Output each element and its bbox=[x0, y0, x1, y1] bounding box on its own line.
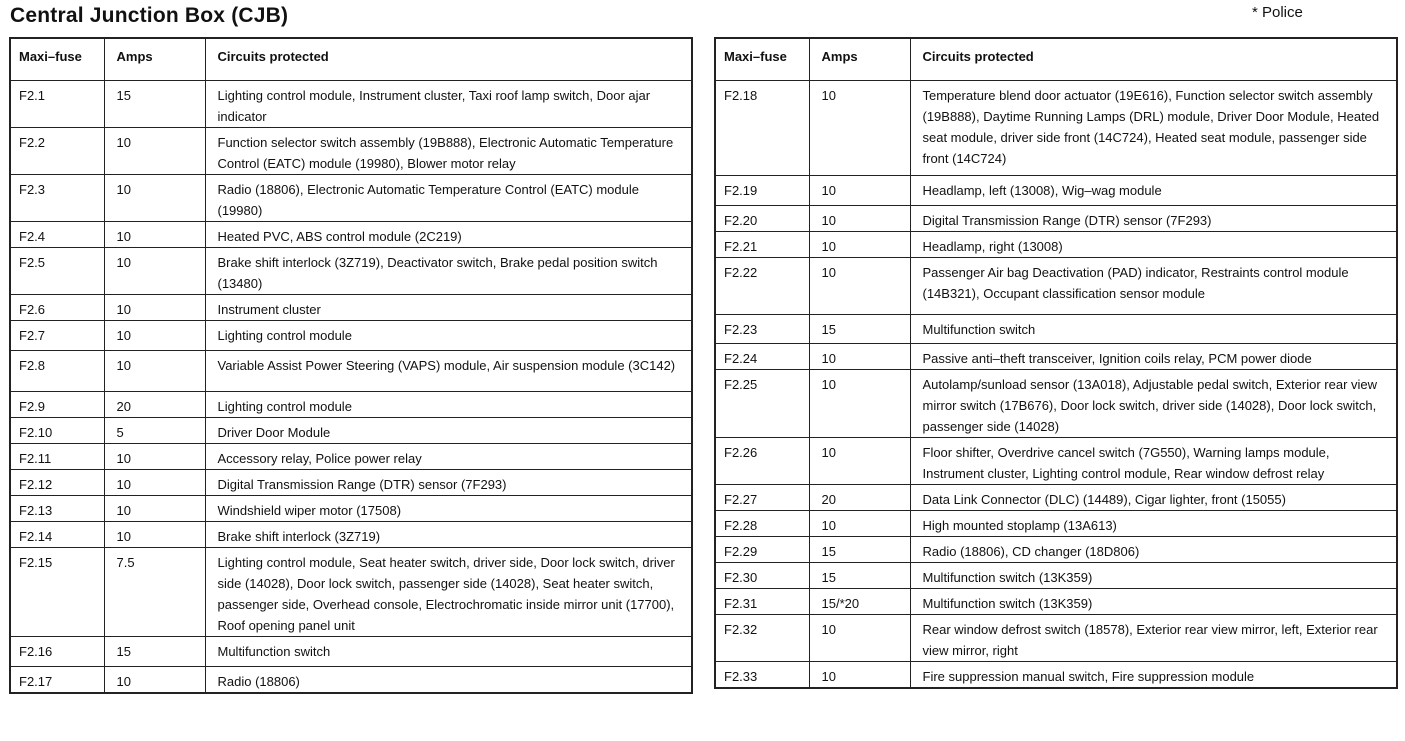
circuits-cell: Driver Door Module bbox=[205, 417, 692, 443]
table-row bbox=[10, 495, 692, 521]
amps-cell: 15 bbox=[809, 536, 910, 562]
circuits-cell: Lighting control module, Instrument cluster, Taxi roof lamp switch, Door ajar indicator bbox=[205, 80, 692, 127]
circuits-cell: Brake shift interlock (3Z719) bbox=[205, 521, 692, 547]
amps-cell: 10 bbox=[104, 294, 205, 320]
fuse-cell: F2.1 bbox=[10, 80, 104, 127]
fuse-cell: F2.11 bbox=[10, 443, 104, 469]
amps-cell: 10 bbox=[809, 614, 910, 661]
table-row bbox=[10, 247, 692, 294]
fuse-table-right bbox=[714, 37, 1398, 689]
circuits-cell: Lighting control module bbox=[205, 320, 692, 350]
circuits-cell: Autolamp/sunload sensor (13A018), Adjustable pedal switch, Exterior rear view mirror switch (17B676), Door lock switch, driver side (14028), Door lock switch, passenger side (14028) bbox=[910, 369, 1397, 437]
fuse-cell: F2.33 bbox=[715, 661, 809, 688]
table-row bbox=[10, 391, 692, 417]
fuse-cell: F2.9 bbox=[10, 391, 104, 417]
amps-cell: 10 bbox=[104, 127, 205, 174]
circuits-cell: Headlamp, left (13008), Wig–wag module bbox=[910, 175, 1397, 205]
circuits-cell: Data Link Connector (DLC) (14489), Cigar lighter, front (15055) bbox=[910, 484, 1397, 510]
table-row bbox=[10, 443, 692, 469]
fuse-cell: F2.7 bbox=[10, 320, 104, 350]
table-row bbox=[715, 80, 1397, 175]
amps-cell: 10 bbox=[809, 205, 910, 231]
amps-cell: 10 bbox=[104, 320, 205, 350]
table-row bbox=[715, 510, 1397, 536]
table-row bbox=[715, 231, 1397, 257]
circuits-cell: Radio (18806), CD changer (18D806) bbox=[910, 536, 1397, 562]
fuse-cell: F2.16 bbox=[10, 636, 104, 666]
amps-cell: 20 bbox=[809, 484, 910, 510]
table-row bbox=[715, 661, 1397, 688]
circuits-cell: Accessory relay, Police power relay bbox=[205, 443, 692, 469]
table-row bbox=[715, 614, 1397, 661]
fuse-table-left-body bbox=[10, 80, 692, 693]
amps-cell: 10 bbox=[809, 80, 910, 175]
table-row bbox=[715, 343, 1397, 369]
table-row bbox=[715, 588, 1397, 614]
table-row bbox=[715, 437, 1397, 484]
fuse-cell: F2.21 bbox=[715, 231, 809, 257]
table-row bbox=[10, 294, 692, 320]
header-fuse: Maxi–fuse bbox=[10, 38, 104, 80]
table-row bbox=[715, 562, 1397, 588]
fuse-cell: F2.10 bbox=[10, 417, 104, 443]
table-row bbox=[10, 127, 692, 174]
amps-cell: 10 bbox=[104, 666, 205, 693]
fuse-cell: F2.14 bbox=[10, 521, 104, 547]
table-row bbox=[10, 320, 692, 350]
fuse-cell: F2.5 bbox=[10, 247, 104, 294]
circuits-cell: Radio (18806), Electronic Automatic Temperature Control (EATC) module (19980) bbox=[205, 174, 692, 221]
amps-cell: 10 bbox=[104, 221, 205, 247]
table-row bbox=[10, 521, 692, 547]
police-footnote: * Police bbox=[1252, 4, 1303, 21]
fuse-cell: F2.6 bbox=[10, 294, 104, 320]
header-amps: Amps bbox=[104, 38, 205, 80]
amps-cell: 10 bbox=[104, 443, 205, 469]
circuits-cell: High mounted stoplamp (13A613) bbox=[910, 510, 1397, 536]
fuse-cell: F2.8 bbox=[10, 350, 104, 391]
fuse-cell: F2.26 bbox=[715, 437, 809, 484]
circuits-cell: Variable Assist Power Steering (VAPS) module, Air suspension module (3C142) bbox=[205, 350, 692, 391]
fuse-cell: F2.2 bbox=[10, 127, 104, 174]
table-row bbox=[715, 536, 1397, 562]
circuits-cell: Function selector switch assembly (19B888), Electronic Automatic Temperature Control (EATC) module (19980), Blower motor relay bbox=[205, 127, 692, 174]
circuits-cell: Passenger Air bag Deactivation (PAD) indicator, Restraints control module (14B321), Occupant classification sensor module bbox=[910, 257, 1397, 314]
circuits-cell: Passive anti–theft transceiver, Ignition coils relay, PCM power diode bbox=[910, 343, 1397, 369]
amps-cell: 10 bbox=[104, 495, 205, 521]
table-row bbox=[715, 205, 1397, 231]
amps-cell: 10 bbox=[809, 661, 910, 688]
table-row bbox=[715, 314, 1397, 343]
fuse-cell: F2.31 bbox=[715, 588, 809, 614]
amps-cell: 7.5 bbox=[104, 547, 205, 636]
amps-cell: 15/*20 bbox=[809, 588, 910, 614]
fuse-cell: F2.19 bbox=[715, 175, 809, 205]
circuits-cell: Multifunction switch (13K359) bbox=[910, 562, 1397, 588]
header-row bbox=[10, 38, 692, 80]
page-title: Central Junction Box (CJB) bbox=[10, 4, 289, 27]
table-row bbox=[10, 221, 692, 247]
fuse-cell: F2.13 bbox=[10, 495, 104, 521]
table-row bbox=[10, 636, 692, 666]
amps-cell: 10 bbox=[809, 510, 910, 536]
circuits-cell: Digital Transmission Range (DTR) sensor (7F293) bbox=[205, 469, 692, 495]
amps-cell: 10 bbox=[809, 437, 910, 484]
circuits-cell: Instrument cluster bbox=[205, 294, 692, 320]
header-circuits: Circuits protected bbox=[205, 38, 692, 80]
circuits-cell: Windshield wiper motor (17508) bbox=[205, 495, 692, 521]
fuse-cell: F2.28 bbox=[715, 510, 809, 536]
header-row bbox=[715, 38, 1397, 80]
amps-cell: 10 bbox=[104, 350, 205, 391]
amps-cell: 20 bbox=[104, 391, 205, 417]
fuse-cell: F2.12 bbox=[10, 469, 104, 495]
table-row bbox=[10, 666, 692, 693]
fuse-cell: F2.29 bbox=[715, 536, 809, 562]
circuits-cell: Lighting control module bbox=[205, 391, 692, 417]
table-row bbox=[715, 257, 1397, 314]
amps-cell: 10 bbox=[809, 343, 910, 369]
circuits-cell: Temperature blend door actuator (19E616), Function selector switch assembly (19B888), Daytime Running Lamps (DRL) module, Driver Door Module, Heated seat module, driver side front (14C724), Heated seat module, passenger side front (14C724) bbox=[910, 80, 1397, 175]
circuits-cell: Digital Transmission Range (DTR) sensor (7F293) bbox=[910, 205, 1397, 231]
fuse-cell: F2.32 bbox=[715, 614, 809, 661]
amps-cell: 5 bbox=[104, 417, 205, 443]
amps-cell: 10 bbox=[104, 247, 205, 294]
fuse-cell: F2.24 bbox=[715, 343, 809, 369]
circuits-cell: Floor shifter, Overdrive cancel switch (7G550), Warning lamps module, Instrument cluster, Lighting control module, Rear window defrost relay bbox=[910, 437, 1397, 484]
amps-cell: 10 bbox=[809, 231, 910, 257]
fuse-cell: F2.23 bbox=[715, 314, 809, 343]
amps-cell: 10 bbox=[809, 175, 910, 205]
fuse-cell: F2.4 bbox=[10, 221, 104, 247]
table-row bbox=[10, 417, 692, 443]
fuse-cell: F2.20 bbox=[715, 205, 809, 231]
circuits-cell: Multifunction switch bbox=[910, 314, 1397, 343]
fuse-cell: F2.15 bbox=[10, 547, 104, 636]
circuits-cell: Rear window defrost switch (18578), Exterior rear view mirror, left, Exterior rear view mirror, right bbox=[910, 614, 1397, 661]
circuits-cell: Lighting control module, Seat heater switch, driver side, Door lock switch, driver side (14028), Door lock switch, passenger side (14028), Seat heater switch, passenger side, Overhead console, Electrochromatic inside mirror unit (17700), Roof opening panel unit bbox=[205, 547, 692, 636]
table-row bbox=[715, 484, 1397, 510]
circuits-cell: Multifunction switch (13K359) bbox=[910, 588, 1397, 614]
amps-cell: 10 bbox=[104, 174, 205, 221]
fuse-cell: F2.17 bbox=[10, 666, 104, 693]
fuse-table-left bbox=[9, 37, 693, 694]
header-amps: Amps bbox=[809, 38, 910, 80]
fuse-cell: F2.3 bbox=[10, 174, 104, 221]
amps-cell: 10 bbox=[809, 369, 910, 437]
amps-cell: 15 bbox=[104, 80, 205, 127]
fuse-cell: F2.25 bbox=[715, 369, 809, 437]
fuse-cell: F2.27 bbox=[715, 484, 809, 510]
circuits-cell: Heated PVC, ABS control module (2C219) bbox=[205, 221, 692, 247]
amps-cell: 10 bbox=[104, 521, 205, 547]
amps-cell: 15 bbox=[104, 636, 205, 666]
fuse-cell: F2.30 bbox=[715, 562, 809, 588]
table-row bbox=[10, 80, 692, 127]
fuse-cell: F2.18 bbox=[715, 80, 809, 175]
table-row bbox=[715, 369, 1397, 437]
fuse-table-right-body bbox=[715, 80, 1397, 688]
fuse-cell: F2.22 bbox=[715, 257, 809, 314]
table-row bbox=[10, 350, 692, 391]
header-circuits: Circuits protected bbox=[910, 38, 1397, 80]
amps-cell: 15 bbox=[809, 314, 910, 343]
amps-cell: 10 bbox=[104, 469, 205, 495]
table-row bbox=[10, 547, 692, 636]
circuits-cell: Multifunction switch bbox=[205, 636, 692, 666]
amps-cell: 15 bbox=[809, 562, 910, 588]
table-row bbox=[715, 175, 1397, 205]
circuits-cell: Fire suppression manual switch, Fire suppression module bbox=[910, 661, 1397, 688]
circuits-cell: Headlamp, right (13008) bbox=[910, 231, 1397, 257]
header-fuse: Maxi–fuse bbox=[715, 38, 809, 80]
amps-cell: 10 bbox=[809, 257, 910, 314]
table-row bbox=[10, 174, 692, 221]
circuits-cell: Radio (18806) bbox=[205, 666, 692, 693]
table-row bbox=[10, 469, 692, 495]
circuits-cell: Brake shift interlock (3Z719), Deactivator switch, Brake pedal position switch (13480) bbox=[205, 247, 692, 294]
